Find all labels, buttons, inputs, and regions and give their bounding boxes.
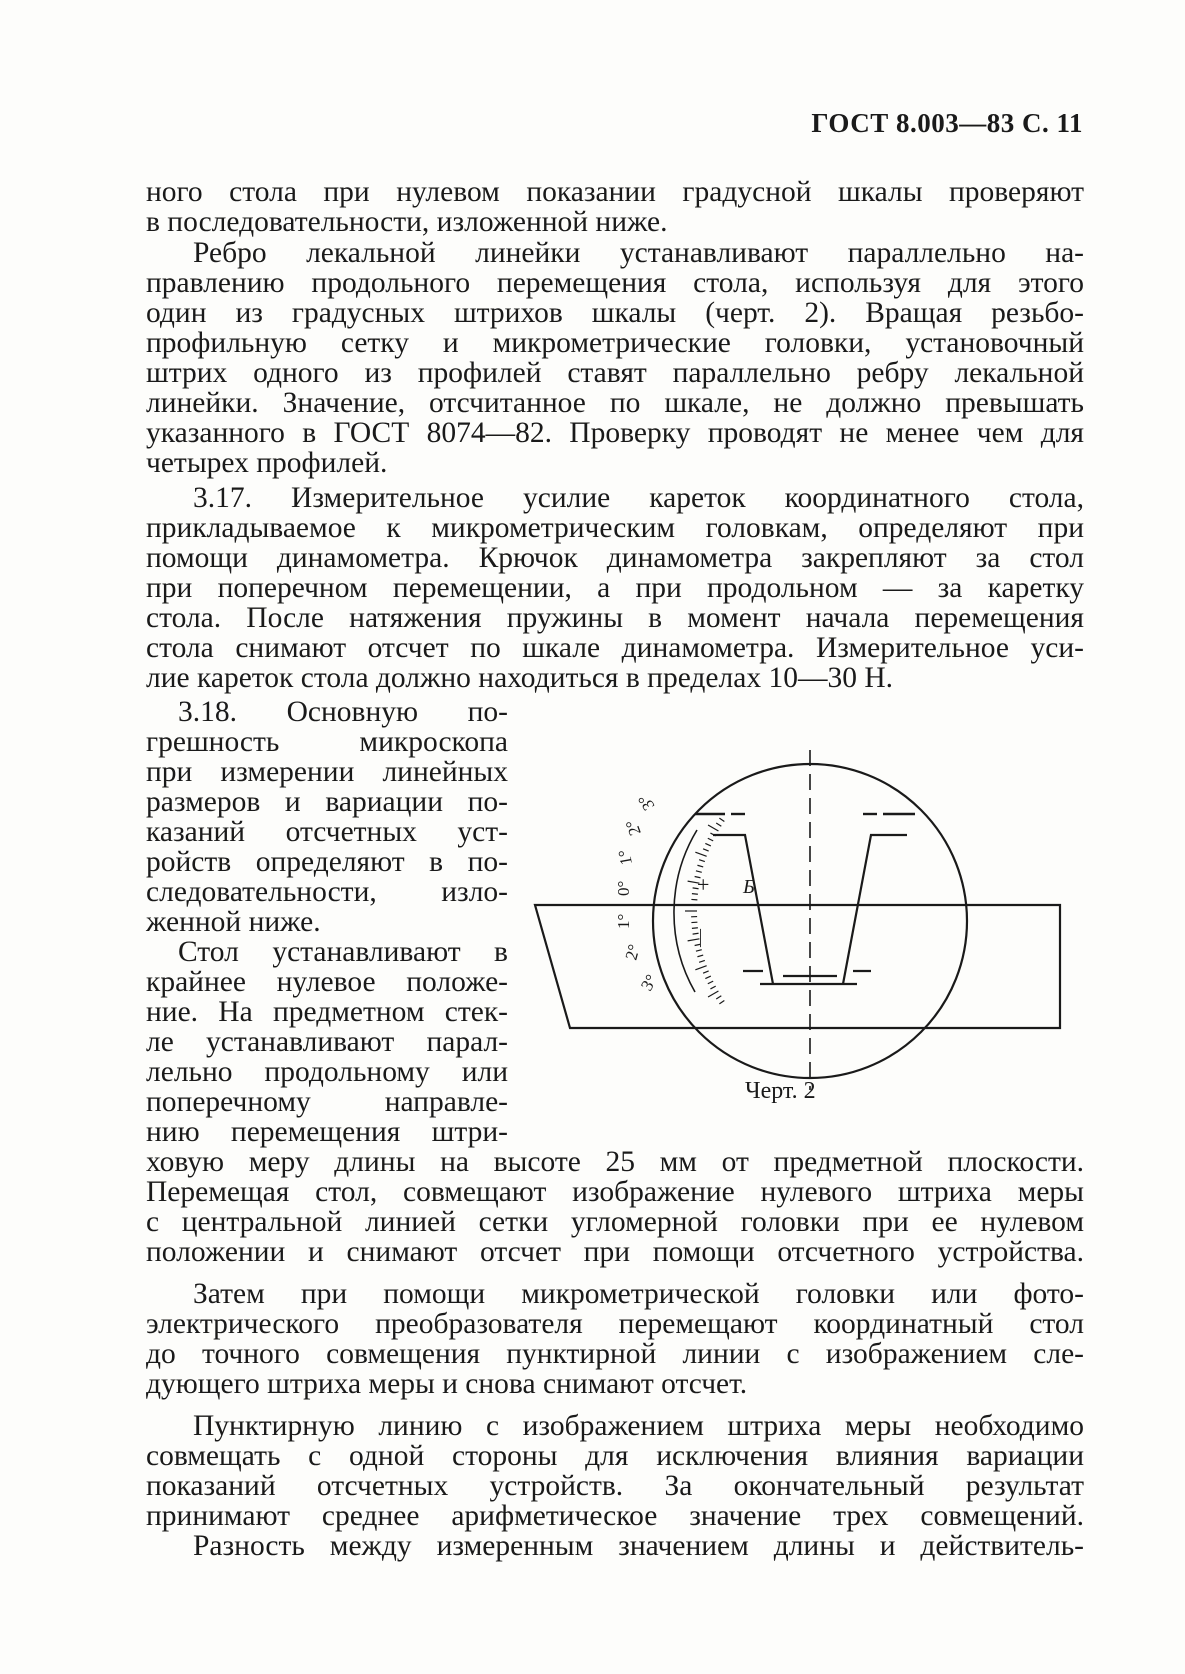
text-line: помощи динамометра. Крючок динамометра закрепляют за стол bbox=[146, 542, 1084, 574]
text-line: казаний отсчетных уст- bbox=[146, 816, 508, 848]
scale-tick bbox=[697, 955, 703, 957]
scale-label: 1° bbox=[614, 913, 633, 929]
text-line: при измерении линейных bbox=[146, 756, 508, 788]
text-line: показаний отсчетных устройств. За окончательный результат bbox=[146, 1470, 1084, 1502]
text-line: ройств определяют в по- bbox=[146, 846, 508, 878]
figure-caption: Черт. 2 bbox=[745, 1078, 816, 1104]
text-line: Разность между измеренным значением длины и действитель- bbox=[193, 1530, 1084, 1562]
scale-label: 2° bbox=[621, 817, 645, 839]
scale-tick bbox=[705, 976, 710, 978]
thread-profile-left bbox=[713, 835, 773, 984]
text-line: прикладываемое к микрометрическим головкам, определяют при bbox=[146, 512, 1084, 544]
text-line: нию перемещения штри- bbox=[146, 1116, 508, 1148]
text-line: один из градусных штрихов шкалы (черт. 2). Вращая резьбо- bbox=[146, 297, 1084, 329]
scale-tick bbox=[699, 960, 705, 962]
text-line: 3.18. Основную по- bbox=[178, 696, 508, 728]
text-line: профильную сетку и микрометрические головки, установочный bbox=[146, 327, 1084, 359]
text-line: грешность микроскопа bbox=[146, 726, 508, 758]
scale-tick bbox=[708, 981, 713, 984]
text-line: Стол устанавливают в bbox=[178, 936, 508, 968]
scale-tick bbox=[719, 818, 724, 821]
text-line: 3.17. Измерительное усилие кареток координатного стола, bbox=[193, 482, 1084, 514]
text-line: женной ниже. bbox=[146, 906, 321, 938]
scale-tick bbox=[703, 971, 709, 973]
text-line: Пунктирную линию с изображением штриха меры необходимо bbox=[193, 1410, 1084, 1442]
minus-label: — bbox=[692, 929, 712, 947]
text-line: в последовательности, изложенной ниже. bbox=[146, 206, 668, 238]
scale-tick bbox=[705, 843, 710, 845]
scale-label: 0° bbox=[614, 880, 633, 896]
text-line: ние. На предметном стек- bbox=[146, 996, 508, 1028]
text-line: линейки. Значение, отсчитанное по шкале, не должно превышать bbox=[146, 387, 1084, 419]
scale-tick bbox=[719, 1000, 724, 1003]
text-line: лие кареток стола должно находиться в пределах 10—30 Н. bbox=[146, 662, 894, 694]
thread-profile-right bbox=[843, 835, 907, 984]
text-line: Затем при помощи микрометрической головки или фото- bbox=[193, 1278, 1084, 1310]
text-line: дующего штриха меры и снова снимают отсчет. bbox=[146, 1368, 748, 1400]
scale-label: 3° bbox=[634, 790, 659, 814]
scale-tick bbox=[708, 825, 718, 831]
text-line: совмещать с одной стороны для исключения влияния вариации bbox=[146, 1440, 1084, 1472]
scale-tick bbox=[716, 996, 721, 999]
text-line: следовательности, изло- bbox=[146, 876, 508, 908]
text-line: электрического преобразователя перемещают координатный стол bbox=[146, 1308, 1084, 1340]
text-line: стола. После натяжения пружины в момент начала перемещения bbox=[146, 602, 1084, 634]
text-line: размеров и вариации по- bbox=[146, 786, 508, 818]
scale-tick bbox=[716, 823, 721, 826]
text-line: при поперечном перемещении, а при продольном — за каретку bbox=[146, 572, 1084, 604]
text-line: правлению продольного перемещения стола, используя для этого bbox=[146, 267, 1084, 299]
scale-tick bbox=[703, 849, 709, 851]
scale-tick bbox=[696, 950, 702, 951]
text-line: положении и снимают отсчет при помощи отсчетного устройства. bbox=[146, 1236, 1084, 1268]
scale-tick bbox=[708, 991, 718, 997]
scale-tick bbox=[710, 986, 715, 989]
text-line: ле устанавливают парал- bbox=[146, 1026, 508, 1058]
text-line: стола снимают отсчет по шкале динамометра. Измерительное уси- bbox=[146, 632, 1084, 664]
scale-label: 2° bbox=[621, 942, 644, 963]
text-line: четырех профилей. bbox=[146, 447, 388, 479]
text-line: крайнее нулевое положе- bbox=[146, 966, 508, 998]
text-line: ного стола при нулевом показании градусной шкалы проверяют bbox=[146, 176, 1084, 208]
text-line: поперечному направле- bbox=[146, 1086, 508, 1118]
text-line: принимают среднее арифметическое значение трех совмещений. bbox=[146, 1500, 1084, 1532]
figure-drawing bbox=[525, 730, 1075, 1090]
text-line: Перемещая стол, совмещают изображение нулевого штриха меры bbox=[146, 1176, 1084, 1208]
scale-tick bbox=[695, 852, 706, 856]
plus-label: + bbox=[697, 872, 710, 897]
text-line: с центральной линией сетки угломерной головки при ее нулевом bbox=[146, 1206, 1084, 1238]
text-line: лельно продольному или bbox=[146, 1056, 508, 1088]
text-line: до точного совмещения пунктирной линии с изображением сле- bbox=[146, 1338, 1084, 1370]
page-header: ГОСТ 8.003—83 С. 11 bbox=[811, 108, 1083, 138]
text-line: указанного в ГОСТ 8074—82. Проверку проводят не менее чем для bbox=[146, 417, 1084, 449]
scale-tick bbox=[695, 966, 706, 970]
text-line: штрих одного из профилей ставят параллельно ребру лекальной bbox=[146, 357, 1084, 389]
scale-label: 3° bbox=[637, 971, 662, 994]
scale-tick bbox=[708, 838, 713, 841]
scale-label: 1° bbox=[614, 848, 636, 867]
text-line: ховую меру длины на высоте 25 мм от предметной плоскости. bbox=[146, 1146, 1084, 1178]
scale-ticks bbox=[685, 818, 724, 1004]
b-label: Б bbox=[743, 876, 755, 898]
text-line: Ребро лекальной линейки устанавливают параллельно на- bbox=[193, 237, 1084, 269]
scale-tick bbox=[697, 865, 703, 867]
scale-tick bbox=[699, 860, 705, 862]
